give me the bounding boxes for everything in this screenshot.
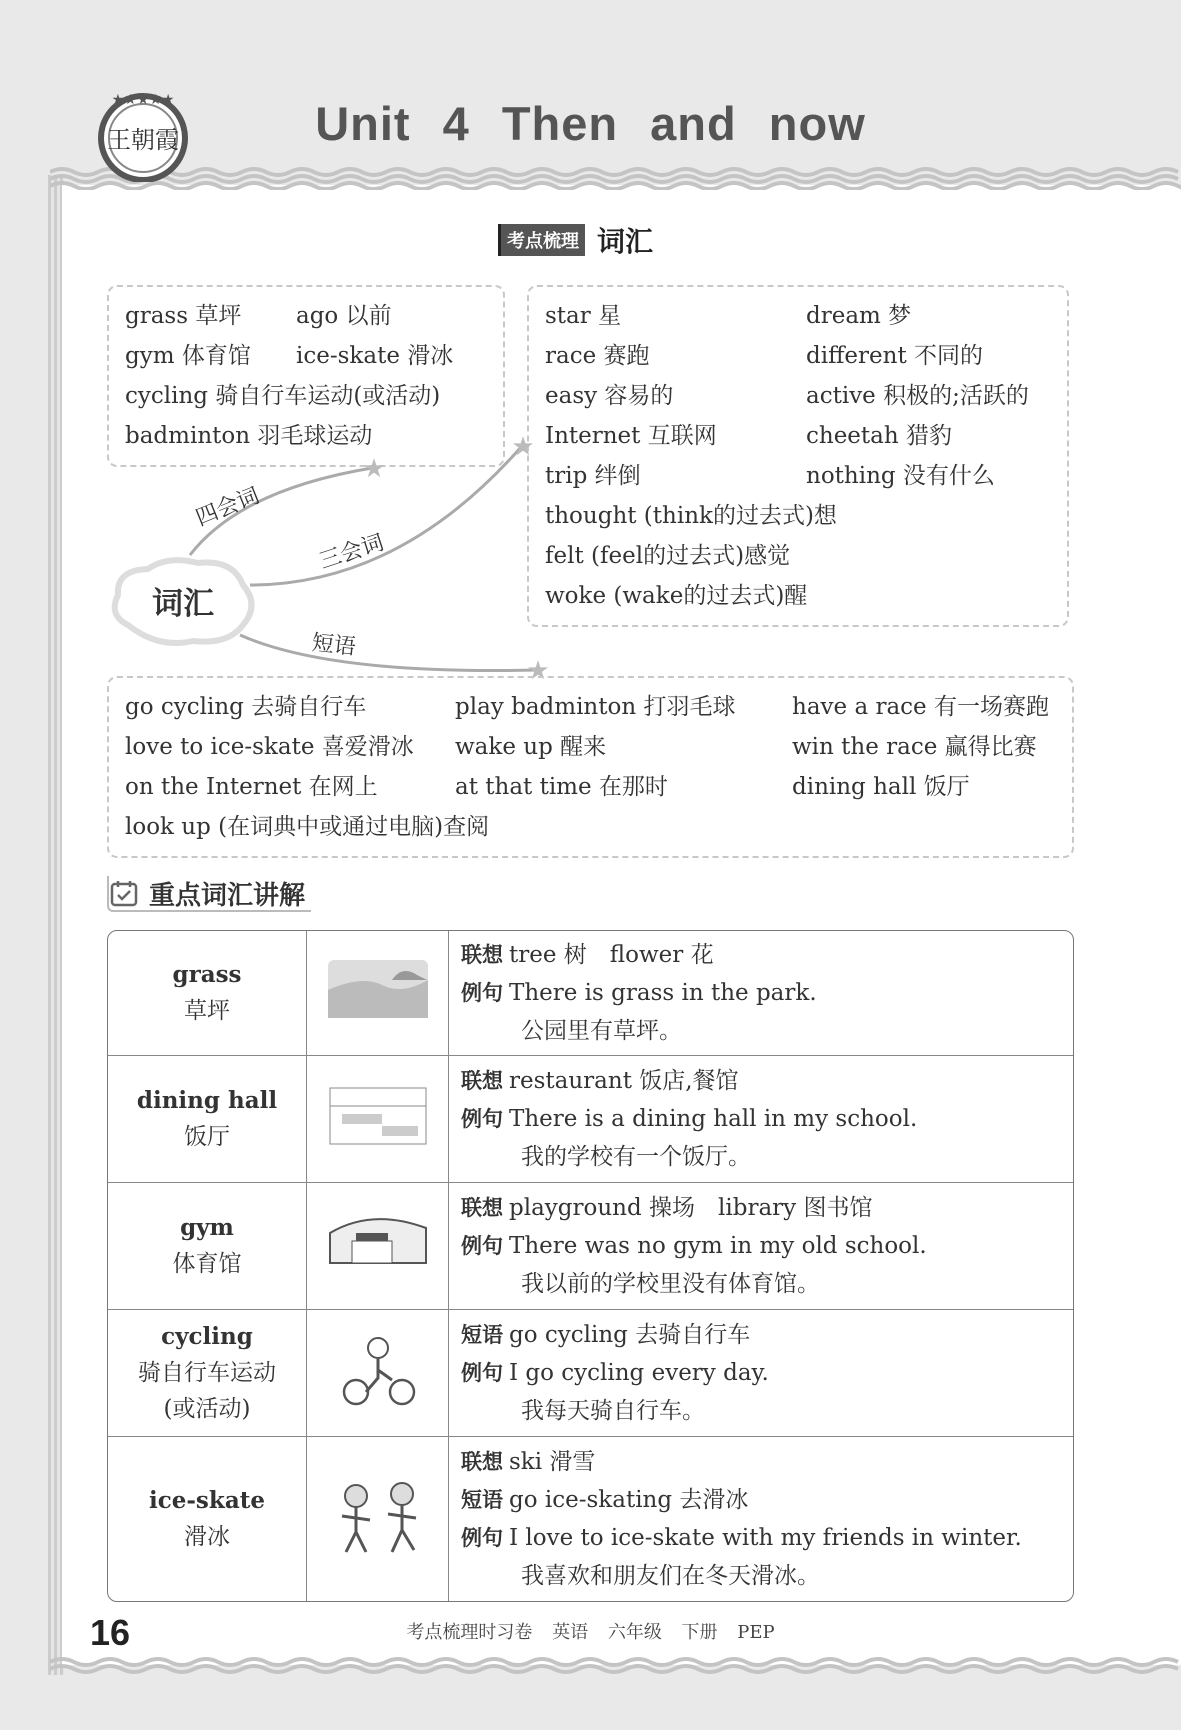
word: gym 体育馆 xyxy=(125,343,251,369)
detail-label: 联想 xyxy=(461,1196,503,1220)
phrase: have a race 有一场赛跑 xyxy=(792,694,1049,720)
vocab-meaning: 饭厅 xyxy=(184,1124,230,1150)
word: active 积极的;活跃的 xyxy=(806,383,1029,409)
detail-text: There is grass in the park. xyxy=(509,980,817,1006)
star-icon: ★ xyxy=(511,432,535,462)
vocab-detail-cell xyxy=(449,1183,1073,1310)
detail-translation: 我以前的学校里没有体育馆。 xyxy=(521,1271,820,1297)
detail-translation: 我喜欢和朋友们在冬天滑冰。 xyxy=(521,1563,820,1589)
branch-label: 四会词 xyxy=(192,483,264,532)
word: trip 绊倒 xyxy=(545,463,641,489)
phrase: on the Internet 在网上 xyxy=(125,774,378,800)
phrase: go cycling 去骑自行车 xyxy=(125,694,367,720)
detail-text: go ice-skating 去滑冰 xyxy=(509,1487,749,1513)
branch-label: 三会词 xyxy=(316,530,387,575)
phrase: win the race 赢得比赛 xyxy=(792,734,1037,760)
phrase: at that time 在那时 xyxy=(455,774,668,800)
detail-label: 例句 xyxy=(461,1361,503,1385)
vocab-meaning: 骑自行车运动 (或活动) xyxy=(138,1360,276,1422)
vocab-image-cell xyxy=(307,1437,449,1601)
vocab-detail-cell xyxy=(449,1310,1073,1437)
vocab-row xyxy=(108,1056,1073,1183)
detail-line xyxy=(461,936,1061,974)
vocab-meaning: 滑冰 xyxy=(184,1524,230,1550)
vocab-image-cell xyxy=(307,1183,449,1310)
vocab-word: cycling xyxy=(161,1323,253,1350)
word: woke (wake的过去式)醒 xyxy=(545,583,808,609)
phrases-box xyxy=(107,676,1074,858)
detail-label: 例句 xyxy=(461,981,503,1005)
vocab-meaning: 草坪 xyxy=(184,998,230,1024)
vocab-image-cell xyxy=(307,1310,449,1437)
star-icon: ★ xyxy=(362,454,386,484)
branch-label: 短语 xyxy=(310,630,357,661)
word: Internet 互联网 xyxy=(545,423,717,449)
svg-text:★★★★★: ★★★★★ xyxy=(111,92,175,108)
detail-label: 短语 xyxy=(461,1323,503,1347)
detail-text: I go cycling every day. xyxy=(509,1360,769,1386)
vocab-row xyxy=(108,1437,1073,1601)
vocab-meaning: 体育馆 xyxy=(172,1251,242,1277)
detail-line xyxy=(461,1443,1061,1481)
vocab-image-cell xyxy=(307,931,449,1056)
phrase: wake up 醒来 xyxy=(455,734,607,760)
detail-label: 例句 xyxy=(461,1107,503,1131)
detail-label: 联想 xyxy=(461,1450,503,1474)
detail-label: 例句 xyxy=(461,1234,503,1258)
detail-text: restaurant 饭店,餐馆 xyxy=(509,1068,739,1094)
vocab-word-cell xyxy=(108,1183,307,1310)
word: cycling 骑自行车运动(或活动) xyxy=(125,383,441,409)
phrase: dining hall 饭厅 xyxy=(792,774,970,800)
section-title: 词汇 xyxy=(597,225,654,258)
vocab-word-cell xyxy=(108,1310,307,1437)
phrase: play badminton 打羽毛球 xyxy=(455,694,736,720)
star-icon: ★ xyxy=(526,656,550,686)
detail-text: I love to ice-skate with my friends in winter. xyxy=(509,1525,1022,1551)
vocab-detail-cell xyxy=(449,931,1073,1056)
detail-text: go cycling 去骑自行车 xyxy=(509,1322,751,1348)
word: ice-skate 滑冰 xyxy=(296,343,454,369)
word: thought (think的过去式)想 xyxy=(545,503,837,529)
svg-text:王朝霞: 王朝霞 xyxy=(107,126,179,154)
detail-translation: 我每天骑自行车。 xyxy=(521,1398,705,1424)
detail-line xyxy=(461,1519,1061,1557)
detail-line xyxy=(461,1100,1061,1138)
detail-text: There is a dining hall in my school. xyxy=(509,1106,918,1132)
calendar-check-icon xyxy=(109,879,139,907)
vocab-row xyxy=(108,1310,1073,1437)
detail-line xyxy=(461,1227,1061,1265)
word: grass 草坪 xyxy=(125,303,242,329)
page-number: 16 xyxy=(90,1612,131,1653)
dining-hall-picture xyxy=(322,1076,434,1156)
vocab-image-cell xyxy=(307,1056,449,1183)
word: star 星 xyxy=(545,303,622,329)
detail-text: tree 树 flower 花 xyxy=(509,942,714,968)
detail-text: There was no gym in my old school. xyxy=(509,1233,927,1259)
word: nothing 没有什么 xyxy=(806,463,995,489)
detail-translation: 我的学校有一个饭厅。 xyxy=(521,1144,751,1170)
word: race 赛跑 xyxy=(545,343,650,369)
detail-label: 联想 xyxy=(461,943,503,967)
key-vocab-table xyxy=(107,930,1074,1602)
key-vocab-title: 重点词汇讲解 xyxy=(149,880,306,911)
vocab-detail-cell xyxy=(449,1056,1073,1183)
vocab-word-cell xyxy=(108,931,307,1056)
word: different 不同的 xyxy=(806,343,984,369)
detail-line xyxy=(461,974,1061,1012)
detail-translation: 公园里有草坪。 xyxy=(521,1018,682,1044)
detail-label: 例句 xyxy=(461,1526,503,1550)
footer-text: 考点梳理时习卷 英语 六年级 下册 PEP xyxy=(406,1622,775,1643)
detail-line xyxy=(461,1189,1061,1227)
key-vocab-heading xyxy=(107,876,311,912)
word: ago 以前 xyxy=(296,303,392,329)
detail-line xyxy=(461,1062,1061,1100)
word: easy 容易的 xyxy=(545,383,674,409)
vocab-word: gym xyxy=(180,1214,234,1241)
bottom-wave-border xyxy=(50,1656,1181,1680)
vocab-word: grass xyxy=(172,961,242,988)
detail-label: 短语 xyxy=(461,1488,503,1512)
phrase: look up (在词典中或通过电脑)查阅 xyxy=(125,814,490,840)
vocab-word-cell xyxy=(108,1437,307,1601)
detail-text: ski 滑雪 xyxy=(509,1449,596,1475)
vocab-row xyxy=(108,1183,1073,1310)
cycling-picture xyxy=(322,1330,434,1410)
word: felt (feel的过去式)感觉 xyxy=(545,543,791,569)
detail-line xyxy=(461,1316,1061,1354)
detail-line xyxy=(461,1354,1061,1392)
phrase: love to ice-skate 喜爱滑冰 xyxy=(125,734,414,760)
grass-picture xyxy=(322,950,434,1030)
gym-picture xyxy=(322,1203,434,1283)
section-tag: 考点梳理 xyxy=(498,224,585,256)
mindmap-center: 词汇 xyxy=(152,586,214,622)
vocab-detail-cell xyxy=(449,1437,1073,1601)
word: dream 梦 xyxy=(806,303,912,329)
detail-line xyxy=(461,1481,1061,1519)
detail-label: 联想 xyxy=(461,1069,503,1093)
ice-skate-picture xyxy=(322,1476,434,1556)
vocab-row xyxy=(108,931,1073,1056)
word: cheetah 猎豹 xyxy=(806,423,952,449)
vocab-word-cell xyxy=(108,1056,307,1183)
word: badminton 羽毛球运动 xyxy=(125,423,373,449)
vocab-word: ice-skate xyxy=(149,1487,265,1514)
detail-text: playground 操场 library 图书馆 xyxy=(509,1195,873,1221)
page-title: Unit 4 Then and now xyxy=(315,97,866,150)
vocab-word: dining hall xyxy=(136,1087,278,1114)
